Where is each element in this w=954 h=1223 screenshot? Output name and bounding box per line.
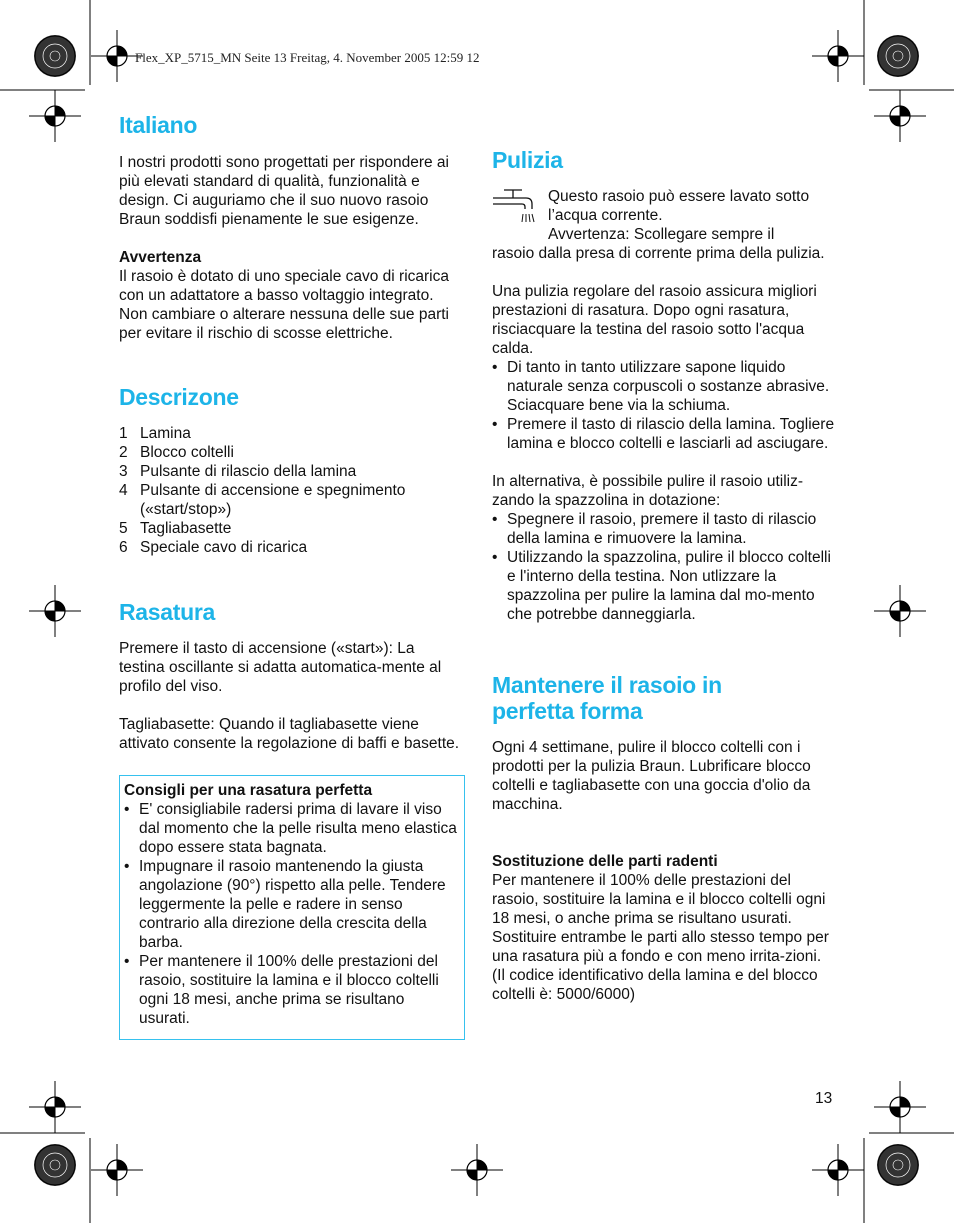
list-item: 2 Blocco coltelli (119, 444, 234, 461)
sostituzione-title: Sostituzione delle parti radenti (492, 853, 718, 870)
list-item: • Utilizzando la spazzolina, pulire il blocco coltelli e l'interno della testina. Non utlizzare la spazzolina per pulire la lamina dal mo-mento che potrebbe danneggiarla. (492, 548, 837, 624)
heading-descrizione: Descrizone (119, 384, 239, 410)
water-tap-icon (492, 187, 548, 244)
list-item: • Di tanto in tanto utilizzare sapone liquido naturale senza corpuscoli o sostanze abrasive. Sciacquare bene via la schiuma. (492, 358, 837, 415)
heading-pulizia: Pulizia (492, 147, 563, 173)
parts-list (119, 424, 464, 557)
sostituzione-paragraph: Per mantenere il 100% delle prestazioni del rasoio, sostituire la lamina e il blocco coltelli ogni 18 mesi, o anche prima se risultano usurati. Sostituire entrambe le parti allo stesso tempo per una rasatura più a fondo e con meno irrita-zioni. (492, 872, 829, 965)
print-header: Flex_XP_5715_MN Seite 13 Freitag, 4. November 2005 12:59 12 (135, 50, 480, 65)
pulizia-warning-rest: rasoio dalla presa di corrente prima della pulizia. (492, 245, 825, 262)
list-item: 1 Lamina (119, 425, 191, 442)
intro-paragraph: I nostri prodotti sono progettati per rispondere ai più elevati standard di qualità, funzionalità e design. Ci auguriamo che il suo nuovo rasoio Braun soddisfi pienamente le sue esigenze. (119, 154, 449, 228)
tips-list (124, 800, 458, 1028)
list-item: 4 Pulsante di accensione e spegnimento («start/stop») (119, 482, 406, 518)
section-descrizione (119, 384, 464, 557)
tips-title: Consigli per una rasatura perfetta (124, 782, 373, 799)
list-item: • Premere il tasto di rilascio della lamina. Togliere lamina e blocco coltelli e lasciarli ad asciugare. (492, 415, 837, 453)
list-item: 5 Tagliabasette (119, 520, 232, 537)
rasatura-paragraph-2: Tagliabasette: Quando il tagliabasette viene attivato consente la regolazione di baffi e basette. (119, 716, 460, 752)
pulizia-paragraph-2: Una pulizia regolare del rasoio assicura migliori prestazioni di rasatura. Dopo ogni rasatura, risciacquare la testina del rasoio sotto l'acqua calda. (492, 283, 817, 357)
list-item: • Spegnere il rasoio, premere il tasto di rilascio della lamina e rimuovere la lamina. (492, 510, 837, 548)
tips-box (119, 775, 465, 1040)
sostituzione-code: (Il codice identificativo della lamina e del blocco coltelli è: 5000/6000) (492, 967, 818, 1003)
warning-paragraph: Il rasoio è dotato di uno speciale cavo di ricarica con un adattatore a basso voltaggio integrato. Non cambiare o alterare nessuna delle sue parti per evitare il rischio di scosse elettriche. (119, 268, 449, 342)
section-italiano (119, 112, 464, 343)
list-item: 6 Speciale cavo di ricarica (119, 539, 308, 556)
heading-mantenere: Mantenere il rasoio in perfetta forma (492, 672, 722, 724)
page-number: 13 (815, 1090, 833, 1107)
mantenere-paragraph-1: Ogni 4 settimane, pulire il blocco coltelli con i prodotti per la pulizia Braun. Lubrificare blocco coltelli e tagliabasette con una goccia d'olio da macchina. (492, 739, 811, 813)
list-item: • E' consigliabile radersi prima di lavare il viso dal momento che la pelle risulta meno elastica dopo essere stata bagnata. (124, 800, 458, 857)
warning-title: Avvertenza (119, 249, 202, 266)
list-item: • Per mantenere il 100% delle prestazioni del rasoio, sostituire la lamina e il blocco coltelli ogni 18 mesi, anche prima se risultano usurati. (124, 952, 458, 1028)
pulizia-warning-lead: Avvertenza: Scollegare sempre il (548, 226, 775, 243)
left-column (119, 112, 464, 1040)
right-column (492, 147, 837, 1004)
pulizia-list-1 (492, 358, 837, 453)
heading-rasatura: Rasatura (119, 599, 216, 625)
pulizia-intro: Questo rasoio può essere lavato sotto l’acqua corrente. (548, 188, 810, 224)
section-pulizia (492, 147, 837, 624)
heading-italiano: Italiano (119, 112, 198, 138)
section-rasatura (119, 599, 464, 753)
section-mantenere (492, 672, 837, 1004)
pulizia-list-2 (492, 510, 837, 624)
pulizia-paragraph-3: In alternativa, è possibile pulire il rasoio utiliz-zando la spazzolina in dotazione: (492, 473, 804, 509)
list-item: 3 Pulsante di rilascio della lamina (119, 463, 357, 480)
rasatura-paragraph-1: Premere il tasto di accensione («start»): La testina oscillante si adatta automatica-mente al profilo del viso. (119, 640, 442, 695)
list-item: • Impugnare il rasoio mantenendo la giusta angolazione (90°) rispetto alla pelle. Tendere leggermente la pelle e radere in senso contrario alla direzione della crescita della barba. (124, 857, 458, 952)
